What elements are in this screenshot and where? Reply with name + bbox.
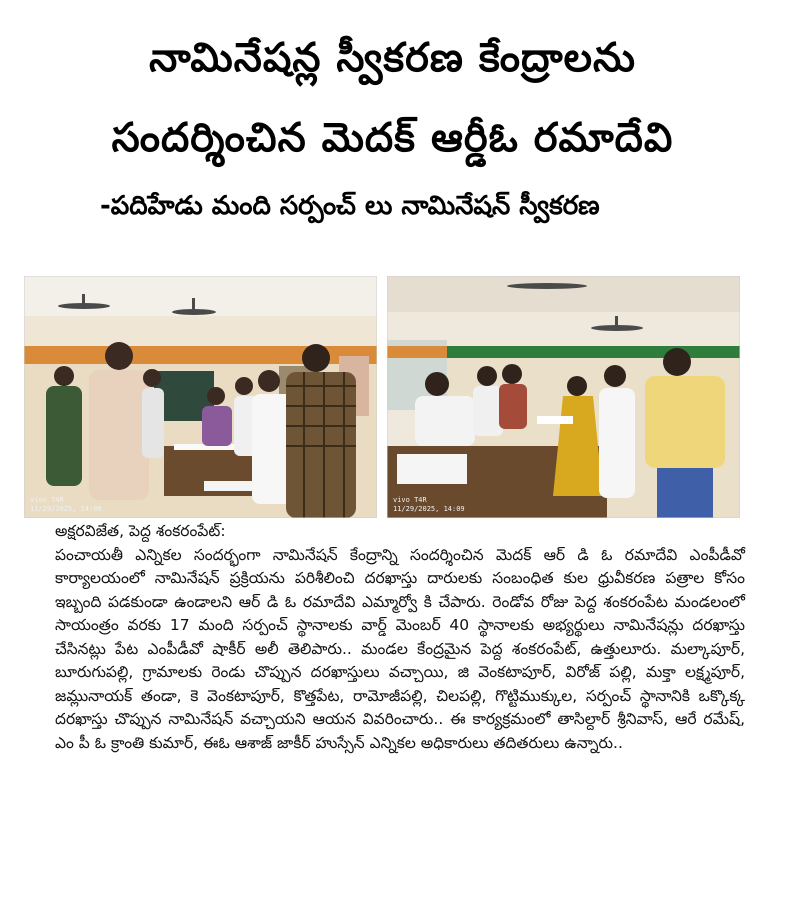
photo-watermark: vivo T4R [393,496,427,504]
news-photo-right [387,276,740,518]
headline-line-2: సందర్శించిన మెదక్ ఆర్డీఓ రమాదేవి [111,115,674,161]
subheadline: -పదిహేడు మంది సర్పంచ్ లు నామినేషన్ స్వీకరణ [100,191,600,221]
headline-line-1: నామినేషన్ల స్వీకరణ కేంద్రాలను [149,35,636,81]
news-photo-left [24,276,377,518]
photo-timestamp-left [30,496,102,514]
photo-date: 11/29/2025, 14:09 [30,505,102,513]
photo-timestamp-right [393,496,465,514]
photo-date: 11/29/2025, 14:09 [393,505,465,513]
article-dateline: అక్షరవిజేత, పెద్ద శంకరంపేట్: [55,522,226,540]
article-body [55,520,745,755]
article-text: పంచాయతీ ఎన్నికల సందర్భంగా నామినేషన్ కేంద్రాన్ని సందర్శించిన మెదక్ ఆర్ డి ఓ రమాదేవి ఎంపీడీవో కార్యాలయంలో నామినేషన్ ప్రక్రియను పరిశీలించి దరఖాస్తు దారులకు సంబంధిత కుల ధ్రువీకరణ పత్రాల కోసం ఇబ్బంది పడకుండా ఉండాలని ఆర్ డి ఓ రమాదేవి ఎమ్మార్వో కి చేపారు. రెండోవ రోజు పెద్ద శంకరంపేట మండలంలో సాయంత్రం వరకు 17 మంది సర్పంచ్ స్థానాలకు వార్డ్ మెంబర్ 40 స్థానాలకు అభ్యర్థులు నామినేషన్లు దరఖాస్తు చేసినట్లు పేట ఎంపీడీవో షాకీర్ అలీ తెలిపారు.. మండల కేంద్రమైన పెద్ద శంకరంపేట్, ఉత్తులూరు. మల్కాపూర్, బూరుగుపల్లి, గ్రామాలకు రెండు చొప్పున దరఖాస్తులు వచ్చాయి, జి వెంకటాపూర్, విరోజ్ పల్లి, మక్తా లక్ష్మపూర్, జమ్లునాయక్ తండా, కె వెంకటాపూర్, కొత్తపేట, రామోజీపల్లి, చిలపల్లి, గొట్టిముక్కుల, సర్పంచ్ స్థానానికి ఒక్కొక్క దరఖాస్తు చొప్పున నామినేషన్ వచ్చాయని ఆయన వివరించారు.. ఈ కార్యక్రమంలో తాసిల్దార్ శ్రీనివాస్, ఆరే రమేష్, ఎం పీ ఓ క్రాంతి కుమార్, ఈఓ ఆశాజ్ జాకీర్ హుస్సేన్ ఎన్నికల అధికారులు తదితరులు ఉన్నారు.. [55,545,745,752]
photo-watermark: vivo T4R [30,496,64,504]
